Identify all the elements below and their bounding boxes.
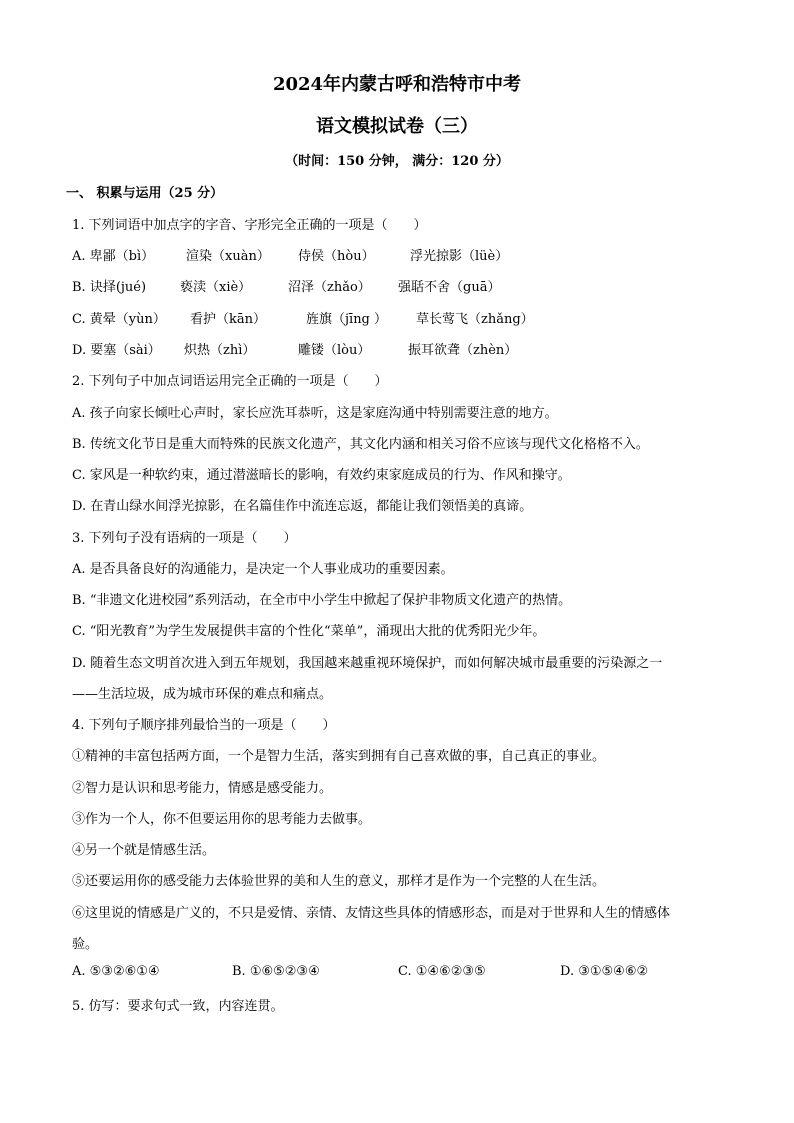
q1-option-a-3: 侍侯（hòu） xyxy=(298,249,375,264)
q2-option-d: D. 在青山绿水间浮光掠影，在名篇佳作中流连忘返，都能让我们领悟美的真谛。 xyxy=(72,499,533,514)
q1-option-b-3: 沼泽（zhǎo） xyxy=(288,280,371,295)
q4-option-a: A. ⑤③②⑥①④ xyxy=(72,964,160,979)
q4-sentence-2: ②智力是认识和思考能力，情感是感受能力。 xyxy=(72,781,333,796)
section-heading: 一、 积累与运用（25 分） xyxy=(66,186,224,201)
q3-option-b: B. “非遗文化进校园”系列活动，在全市中小学生中掀起了保护非物质文化遗产的热情。 xyxy=(72,593,572,608)
q4-sentence-6b: 验。 xyxy=(72,937,99,952)
q1-option-b-4: 强聒不舍（guā） xyxy=(398,280,501,295)
q4-stem: 4. 下列句子顺序排列最恰当的一项是（ ） xyxy=(72,718,336,733)
q2-stem: 2. 下列句子中加点词语运用完全正确的一项是（ ） xyxy=(72,374,388,389)
q3-option-d-line1: D. 随着生态文明首次进入到五年规划，我国越来越重视环境保护，而如何解决城市最重要的污染源之一 xyxy=(72,656,663,671)
q4-sentence-6a: ⑥这里说的情感是广义的，不只是爱情、亲情、友情这些具体的情感形态，而是对于世界和人生的情感体 xyxy=(72,906,671,921)
q1-option-d-4: 振耳欲聋（zhèn） xyxy=(408,343,518,358)
q3-option-a: A. 是否具备良好的沟通能力，是决定一个人事业成功的重要因素。 xyxy=(72,562,454,577)
q1-option-c-4: 草长莺飞（zhǎng） xyxy=(416,312,534,327)
q4-option-c: C. ①④⑥②③⑤ xyxy=(398,964,486,979)
q3-option-d-line2: ——生活垃圾，成为城市环保的难点和痛点。 xyxy=(72,687,333,702)
q2-option-a: A. 孩子向家长倾吐心声时，家长应洗耳恭听，这是家庭沟通中特别需要注意的地方。 xyxy=(72,406,558,421)
q1-option-c-3: 旌旗（jīng ） xyxy=(306,312,388,327)
q1-option-a-2: 渲染（xuàn） xyxy=(186,249,270,264)
q1-option-d-1: D. 要塞（sài） xyxy=(72,343,161,358)
q1-option-b-1: B. 诀择(jué) xyxy=(72,280,147,295)
q4-option-b: B. ①⑥⑤②③④ xyxy=(232,964,320,979)
q3-stem: 3. 下列句子没有语病的一项是（ ） xyxy=(72,531,297,546)
q4-sentence-4: ④另一个就是情感生活。 xyxy=(72,843,216,858)
q5-stem: 5. 仿写：要求句式一致，内容连贯。 xyxy=(72,999,284,1014)
q1-option-a-4: 浮光掠影（lüè） xyxy=(410,249,509,264)
exam-title: 2024年内蒙古呼和浩特市中考 xyxy=(272,74,522,95)
q1-option-c-1: C. 黄晕（yùn） xyxy=(72,312,166,327)
q2-option-b: B. 传统文化节日是重大而特殊的民族文化遗产，其文化内涵和相关习俗不应该与现代文化格格不入。 xyxy=(72,437,649,452)
q1-option-a-1: A. 卑鄙（bì） xyxy=(72,249,155,264)
exam-meta: （时间：150 分钟， 满分：120 分） xyxy=(285,154,509,169)
exam-subtitle: 语文模拟试卷（三） xyxy=(316,116,478,137)
q4-sentence-5: ⑤还要运用你的感受能力去体验世界的美和人生的意义，那样才是作为一个完整的人在生活。 xyxy=(72,874,606,889)
q4-sentence-1: ①精神的丰富包括两方面，一个是智力生活，落实到拥有自己喜欢做的事，自己真正的事业。 xyxy=(72,749,606,764)
q4-option-d: D. ③①⑤④⑥② xyxy=(560,964,649,979)
q3-option-c: C. “阳光教育”为学生发展提供丰富的个性化“菜单”，涌现出大批的优秀阳光少年。 xyxy=(72,624,546,639)
q1-option-b-2: 亵渎（xiè） xyxy=(180,280,252,295)
q1-option-c-2: 看护（kān） xyxy=(190,312,267,327)
q1-stem: 1. 下列词语中加点字的字音、字形完全正确的一项是（ ） xyxy=(72,218,427,233)
q2-option-c: C. 家风是一种软约束，通过潜滋暗长的影响，有效约束家庭成员的行为、作风和操守。 xyxy=(72,468,571,483)
q4-sentence-3: ③作为一个人，你不但要运用你的思考能力去做事。 xyxy=(72,812,372,827)
q1-option-d-3: 雕镂（lòu） xyxy=(298,343,371,358)
q1-option-d-2: 炽热（zhì） xyxy=(184,343,256,358)
